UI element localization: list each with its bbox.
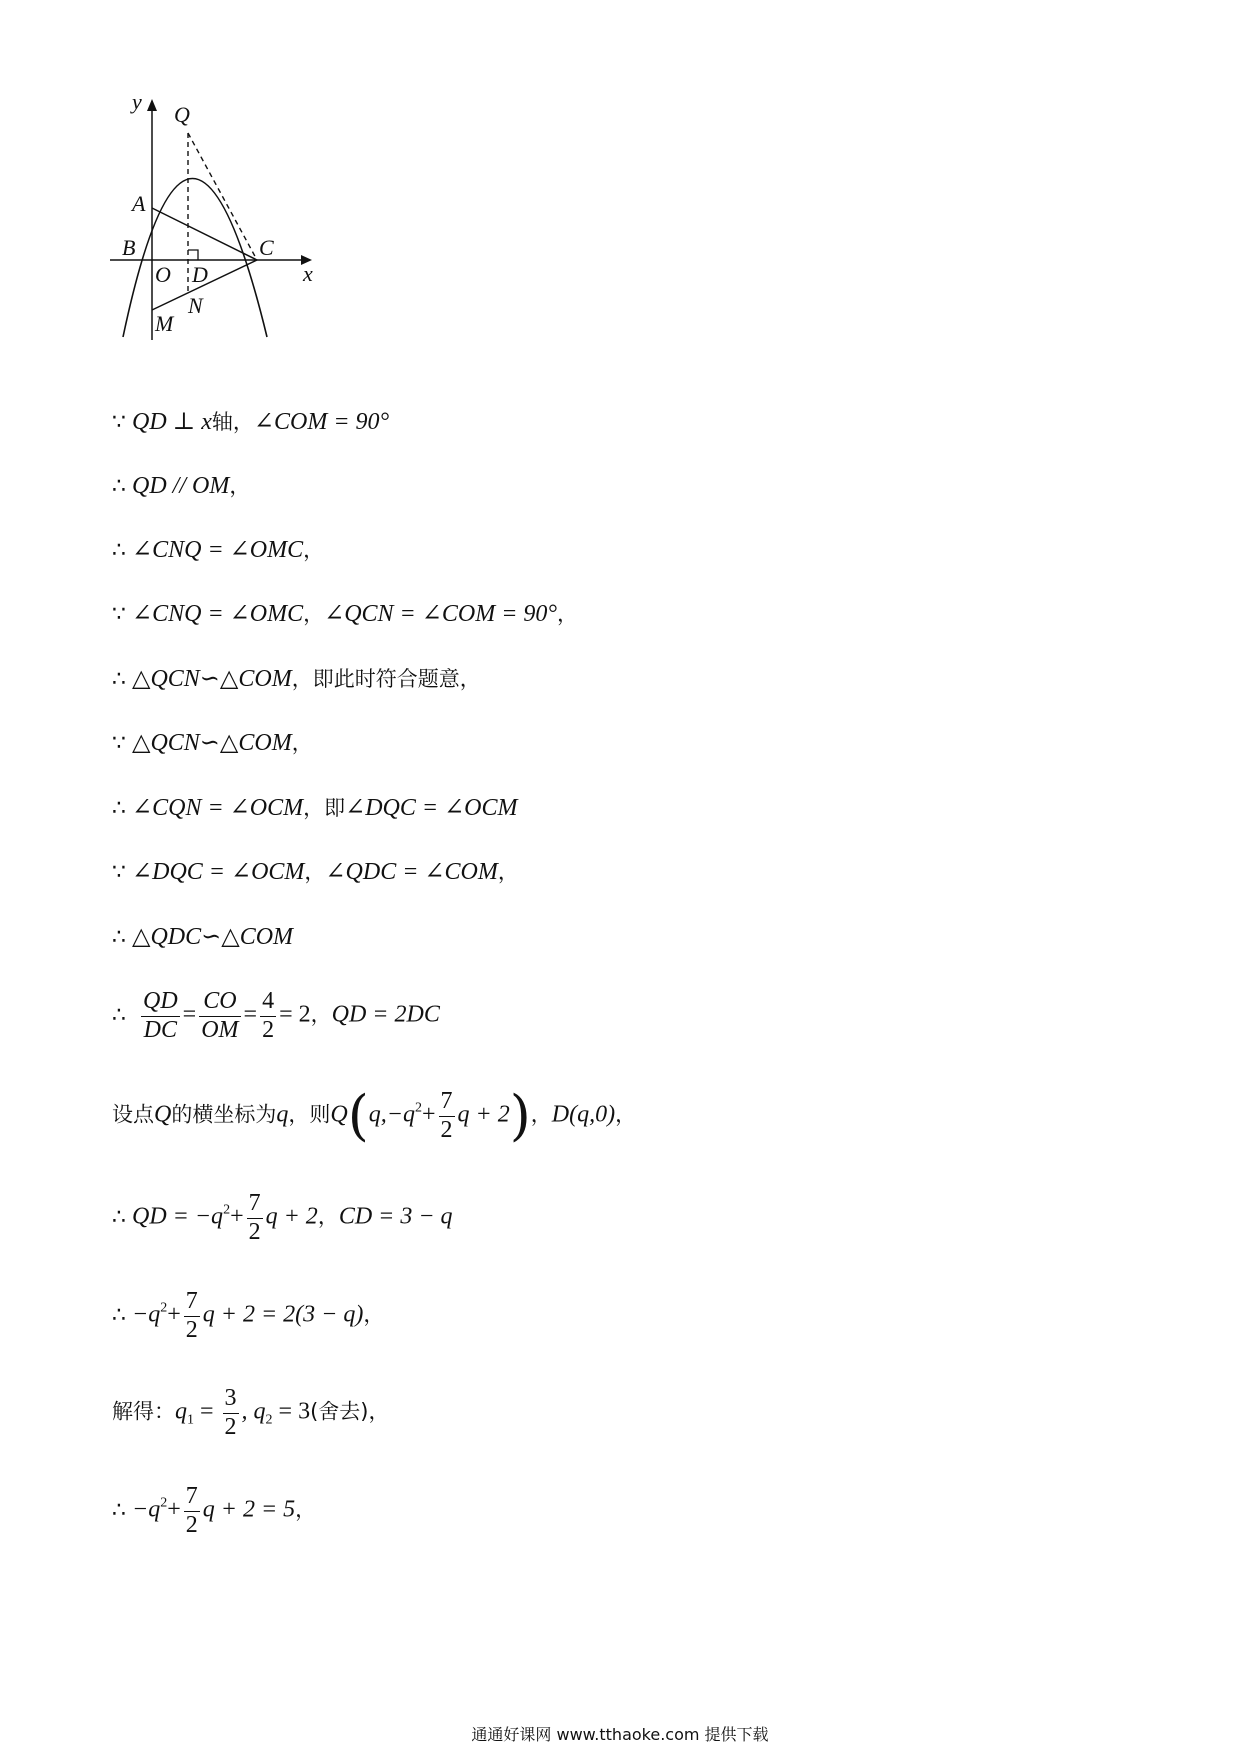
label-d: D [192,262,208,287]
math-expr: ∠DQC = ∠OCM [345,795,518,821]
math-expr: q + 2 = 2(3 − q) [202,1301,364,1328]
math-expr: q + 2 [265,1203,318,1230]
math-expr: QD = 2DC [331,1001,440,1028]
label-n: N [188,293,203,318]
superscript: 2 [160,1495,168,1511]
solution-line-11 [112,1084,637,1148]
math-expr: QD // OM [132,473,230,499]
text-fragment: ， [530,1102,552,1127]
therefore-symbol: ∴ [112,667,126,692]
therefore-symbol: ∴ [112,474,126,499]
solution-line-9 [112,925,293,949]
parabola-figure [110,95,370,385]
math-expr: = 2 [279,1001,311,1028]
text-fragment: ， [317,1204,339,1229]
math-expr: q,−q [368,1101,415,1128]
denominator: DC [143,1016,177,1043]
label-c: C [259,235,274,260]
math-expr: ∠CNQ = ∠OMC [132,601,304,627]
text-fragment: 解得： [112,1399,175,1424]
text-fragment: ， [291,731,313,755]
solution-line-13 [112,1288,384,1344]
math-expr: ∠COM = 90° [253,409,390,435]
text-fragment: ， [497,860,519,884]
subscript: 1 [187,1412,194,1428]
solution-line-2 [112,474,250,498]
text-fragment: (舍去)， [310,1399,390,1424]
therefore-symbol: ∴ [112,538,126,563]
superscript: 2 [414,1100,422,1116]
text-fragment: ，则 [288,1102,331,1127]
plus-sign: + [167,1301,181,1328]
fraction-qd-dc [141,988,180,1044]
therefore-symbol: ∴ [112,925,126,950]
text-fragment: 轴， [211,410,254,434]
label-q: Q [174,102,190,127]
solution-line-14 [112,1385,389,1441]
math-expr: △QDC∽△COM [132,924,294,950]
text-fragment: ，即此时符合题意， [291,667,481,691]
right-paren: ) [509,1084,531,1148]
math-expr: q + 2 = 5 [202,1496,296,1523]
math-expr: , q [241,1398,266,1425]
denominator: 2 [224,1413,237,1440]
label-a: A [132,191,146,216]
denominator: 2 [185,1511,198,1538]
math-expr: q [276,1101,289,1128]
math-expr: = 3 [272,1398,311,1425]
text-fragment: ， [556,602,578,626]
text-fragment: ， [303,538,325,562]
math-expr: −q [132,1301,161,1328]
segment-qc [188,133,257,260]
math-expr: ∠QDC = ∠COM [325,859,498,885]
text-fragment: ， [229,474,251,498]
math-expr: Q [154,1101,172,1128]
page-footer: 通通好课网 www.tthaoke.com 提供下载 [471,1725,769,1744]
math-expr: ∠CNQ = ∠OMC [132,537,304,563]
segment-ac [152,208,257,260]
plus-sign: + [421,1101,436,1128]
label-y: y [132,95,142,114]
because-symbol: ∵ [112,860,126,885]
therefore-symbol: ∴ [112,1204,126,1230]
fraction-4-2 [260,988,276,1044]
math-expr: △QCN∽△COM [132,666,292,692]
text-fragment: ， [310,1002,332,1027]
therefore-symbol: ∴ [112,1002,126,1028]
numerator: CO [199,988,240,1017]
because-symbol: ∵ [112,410,126,435]
denominator: 2 [262,1016,275,1043]
fraction-7-2 [247,1190,263,1246]
equals-sign: = [194,1398,220,1425]
math-expr: −q [132,1496,161,1523]
denominator: 2 [185,1316,198,1343]
fraction-7-2 [184,1288,200,1344]
figure-svg [110,95,370,385]
solution-line-10 [112,988,440,1044]
solution-line-15 [112,1483,316,1539]
math-expr: Q [330,1101,348,1128]
fraction-7-2 [439,1088,455,1144]
text-fragment: ， [363,1302,385,1327]
therefore-symbol: ∴ [112,1497,126,1523]
subscript: 2 [265,1412,273,1428]
label-x: x [303,261,313,286]
superscript: 2 [160,1300,168,1316]
math-expr: QD ⊥ x [132,409,212,435]
math-expr: ∠CQN = ∠OCM [132,795,304,821]
denominator: 2 [248,1218,261,1245]
right-angle-mark [188,250,198,260]
label-b: B [122,235,136,260]
equals-sign: = [243,1001,258,1028]
math-expr: q [175,1398,187,1425]
equals-sign: = [182,1001,197,1028]
left-paren: ( [347,1084,369,1148]
label-o: O [155,262,171,287]
text-fragment: ， [304,860,326,884]
numerator: 7 [247,1190,263,1219]
numerator: 4 [260,988,276,1017]
math-expr: ∠DQC = ∠OCM [132,859,305,885]
math-expr: CD = 3 − q [338,1203,453,1230]
math-expr: QD = −q [132,1203,224,1230]
solution-line-4 [112,602,578,626]
solution-line-12 [112,1190,453,1246]
numerator: QD [141,988,180,1017]
because-symbol: ∵ [112,602,126,627]
numerator: 7 [184,1288,200,1317]
fraction-7-2 [184,1483,200,1539]
fraction-3-2 [223,1385,239,1441]
numerator: 7 [439,1088,455,1117]
text-fragment: ，即 [303,796,346,820]
solution-line-8 [112,860,519,884]
math-expr: △QCN∽△COM [132,730,292,756]
solution-line-5 [112,667,481,691]
text-fragment: ， [295,1497,317,1522]
math-expr: ∠QCN = ∠COM = 90° [324,601,557,627]
plus-sign: + [167,1496,181,1523]
label-m: M [155,311,174,336]
solution-line-3 [112,538,324,562]
solution-line-1 [112,410,389,434]
math-expr: q + 2 [457,1101,510,1128]
math-expr: D(q,0) [551,1101,616,1128]
text-fragment: ， [615,1102,637,1127]
y-axis-arrow [147,99,157,111]
because-symbol: ∵ [112,731,126,756]
superscript: 2 [223,1202,231,1218]
therefore-symbol: ∴ [112,1302,126,1328]
plus-sign: + [230,1203,244,1230]
solution-line-7 [112,796,518,820]
text-fragment: 的横坐标为 [171,1102,277,1127]
solution-line-6 [112,731,313,755]
denominator: 2 [440,1116,453,1143]
denominator: OM [201,1016,239,1043]
therefore-symbol: ∴ [112,796,126,821]
numerator: 3 [223,1385,239,1414]
fraction-co-om [199,988,240,1044]
numerator: 7 [184,1483,200,1512]
text-fragment: 设点 [112,1102,154,1127]
text-fragment: ， [303,602,325,626]
